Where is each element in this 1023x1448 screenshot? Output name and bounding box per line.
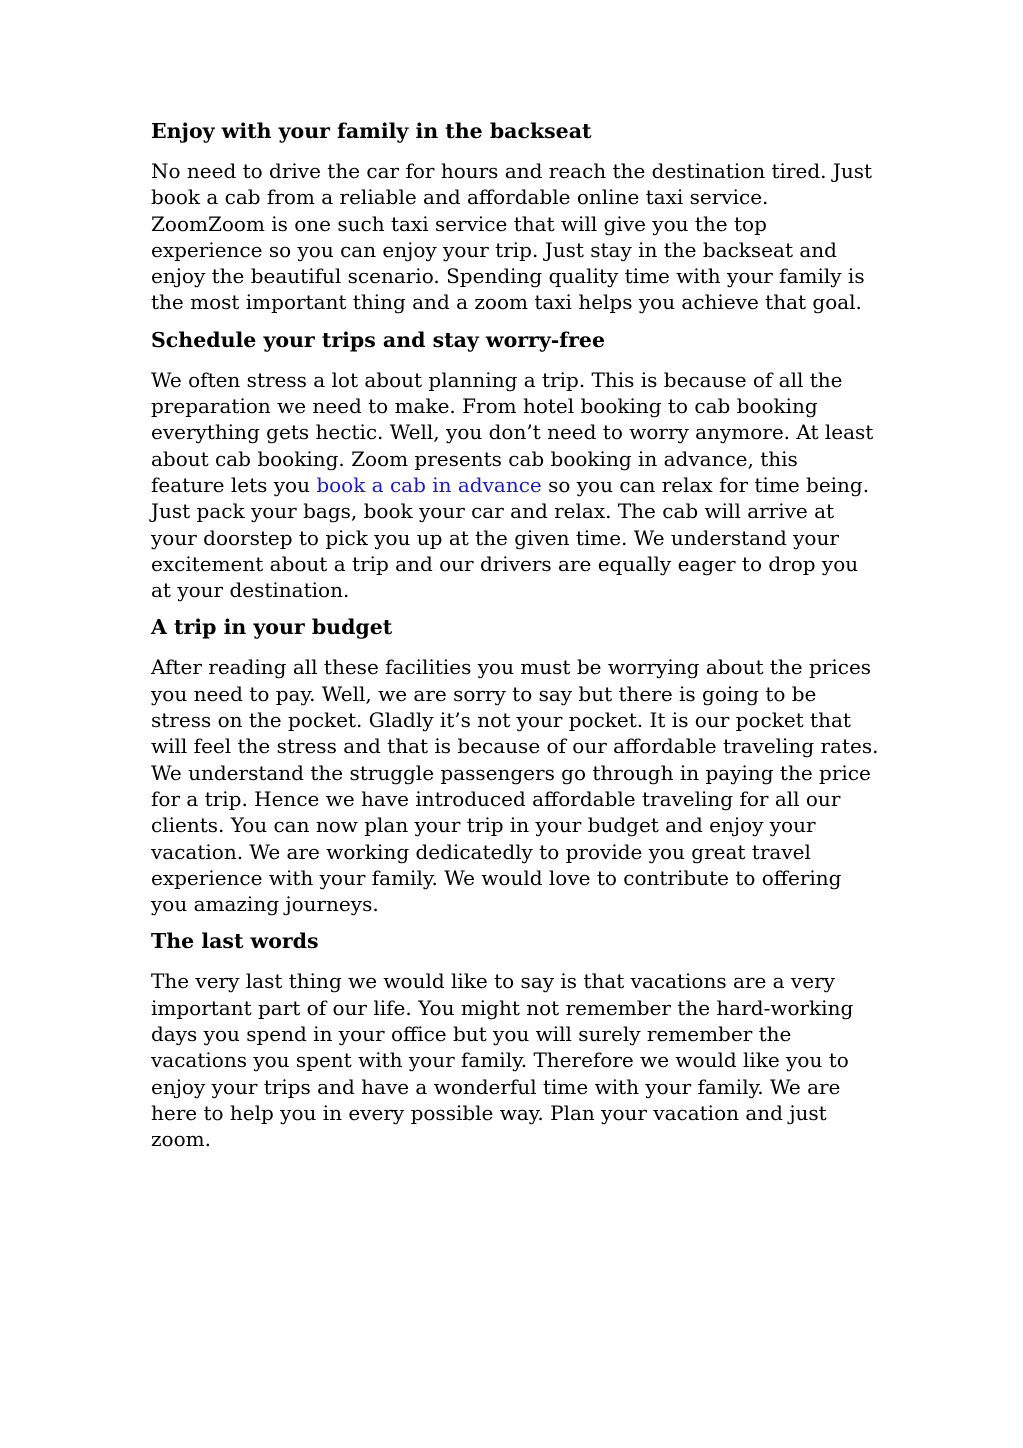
section-paragraph-budget: After reading all these facilities you must be worrying about the prices you need to pay. Well, we are sorry to say but there is going to be stress on the pocket. Gladly it’s not your pocket. It is our pocket that will feel the stress and that is because of our affordable traveling rates. We understand the struggle passengers go through in paying the price for a trip. Hence we have introduced affordable traveling for all our clients. You can now plan your trip in your budget and enjoy your vacation. We are working dedicatedly to provide you great travel experience with your family. We would love to contribute to offering you amazing journeys. <box>151 655 879 917</box>
paragraph-text-before-link: We often stress a lot about planning a trip. This is because of all the preparation we need to make. From hotel booking to cab booking everything gets hectic. Well, you don’t need to worry anymore. At least about cab booking. Zoom presents cab booking in advance, this feature lets you <box>151 367 874 497</box>
document-page <box>151 118 891 1164</box>
section-heading-backseat: Enjoy with your family in the backseat <box>151 119 592 143</box>
section-heading-budget: A trip in your budget <box>151 615 393 640</box>
section-heading-last-words: The last words <box>151 929 319 954</box>
section-paragraph-backseat: No need to drive the car for hours and reach the destination tired. Just book a cab from a reliable and affordable online taxi service. ZoomZoom is one such taxi service that will give you the top experience so you can enjoy your trip. Just stay in the backseat and enjoy the beautiful scenario. Spending quality time with your family is the most important thing and a zoom taxi helps you achieve that goal. <box>151 159 873 315</box>
paragraph-text-after-link: so you can relax for time being. Just pack your bags, book your car and relax. The cab will arrive at your doorstep to pick you up at the given time. We understand your excitement about a trip and our drivers are equally eager to drop you at your destination. <box>151 472 870 603</box>
section-heading-schedule: Schedule your trips and stay worry-free <box>151 327 605 352</box>
book-cab-in-advance-link[interactable]: book a cab in advance <box>316 472 542 497</box>
section-paragraph-schedule <box>151 367 891 604</box>
section-paragraph-last-words: The very last thing we would like to say is that vacations are a very important part of our life. You might not remember the hard-working days you spend in your office but you will surely remember the vacations you spent with your family. Therefore we would like you to enjoy your trips and have a wonderful time with your family. We are here to help you in every possible way. Plan your vacation and just zoom. <box>151 969 854 1152</box>
